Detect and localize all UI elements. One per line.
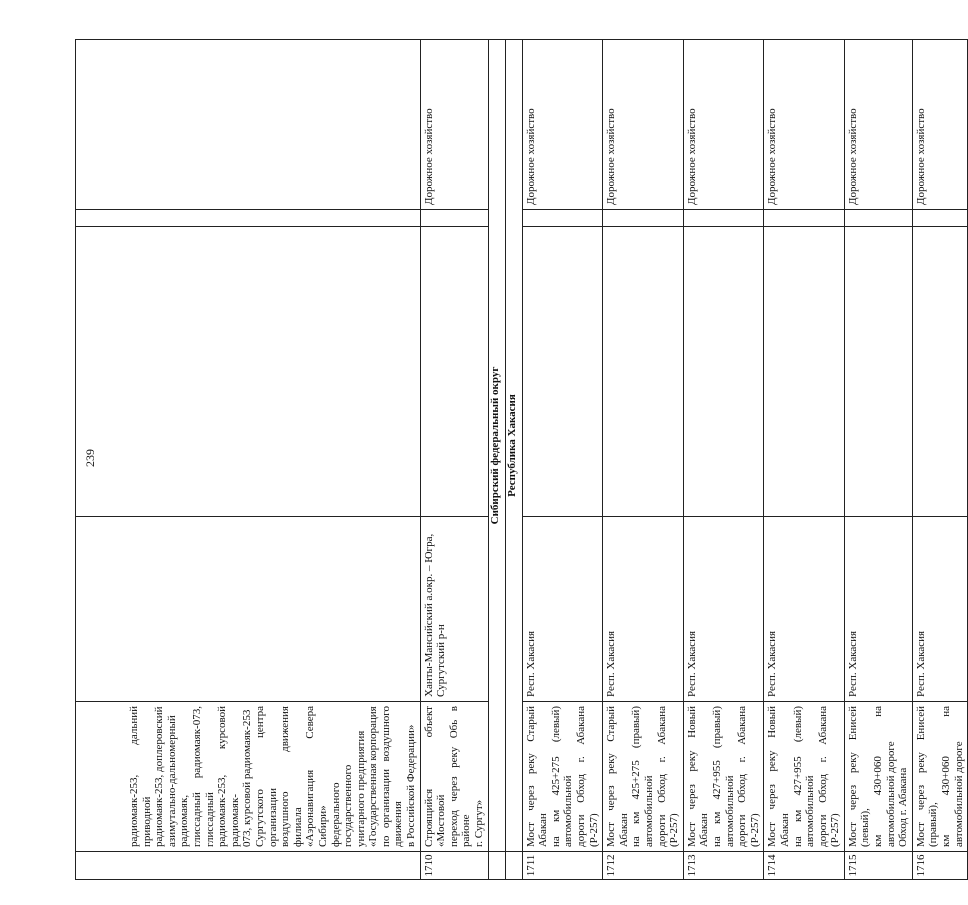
table-row xyxy=(603,40,684,880)
object-name-cell xyxy=(420,702,488,852)
location-cell: Респ. Хакасия xyxy=(603,517,684,702)
spacer-cell xyxy=(76,227,421,517)
sector-cell: Дорожное хозяйство xyxy=(844,40,912,210)
sector-cell xyxy=(76,40,421,210)
spacer-cell xyxy=(683,227,764,517)
narrow-cell xyxy=(683,210,764,227)
object-name-cell xyxy=(522,702,603,852)
narrow-cell xyxy=(522,210,603,227)
group-row-district xyxy=(488,40,505,880)
name-line: воздушного движения филиала xyxy=(279,706,304,847)
spacer-cell xyxy=(522,227,603,517)
name-line: 073, курсовой радиомаяк-253 xyxy=(241,709,254,847)
sector-cell: Дорожное хозяйство xyxy=(603,40,684,210)
spacer-cell xyxy=(844,227,912,517)
location-cell xyxy=(76,517,421,702)
name-line: Мост через реку Старый Абакан xyxy=(605,706,630,847)
name-line: радиомаяк-253, курсовой радиомаяк- xyxy=(216,706,241,847)
location-cell: Респ. Хакасия xyxy=(844,517,912,702)
name-line: г. Сургут» xyxy=(473,799,486,847)
sector-cell: Дорожное хозяйство xyxy=(683,40,764,210)
row-number-cell: 1711 xyxy=(522,852,603,880)
name-line: Мост через реку Енисей (левый), xyxy=(846,706,872,847)
narrow-cell xyxy=(912,210,967,227)
name-line: радиомаяк-253, дальний приводной xyxy=(128,706,153,847)
object-name-cell xyxy=(683,702,764,852)
spacer-cell xyxy=(912,227,967,517)
name-line: Мост через реку Старый Абакан xyxy=(524,706,550,847)
name-line: «Аэронавигация Севера Сибири» xyxy=(304,706,329,847)
object-name-cell xyxy=(603,702,684,852)
row-number-cell xyxy=(488,852,505,880)
name-line: Строящийся объект «Мостовой xyxy=(422,706,448,847)
narrow-cell xyxy=(76,210,421,227)
narrow-cell xyxy=(764,210,845,227)
sector-cell: Дорожное хозяйство xyxy=(420,40,488,210)
object-name-cell xyxy=(844,702,912,852)
rotated-document-page xyxy=(75,40,965,880)
table-row xyxy=(683,40,764,880)
row-number-cell: 1710 xyxy=(420,852,488,880)
narrow-cell xyxy=(844,210,912,227)
object-name-cell xyxy=(76,702,421,852)
table-row xyxy=(844,40,912,880)
name-line: дороги Обход г. Абакана (Р-257) xyxy=(816,706,842,847)
name-line: на км 427+955 (правый) автомобильной xyxy=(710,706,736,847)
table-row-continuation xyxy=(76,40,421,880)
page-number: 239 xyxy=(83,449,97,467)
narrow-cell xyxy=(603,210,684,227)
name-line: дороги Обход г. Абакана (Р-257) xyxy=(575,706,600,847)
row-number-cell: 1715 xyxy=(844,852,912,880)
table-row xyxy=(764,40,845,880)
name-line: азимутально-дальномерный радиомаяк, xyxy=(165,715,191,847)
name-line: на км 427+955 (левый) автомобильной xyxy=(791,706,817,847)
location-cell: Респ. Хакасия xyxy=(683,517,764,702)
object-registry-table xyxy=(75,39,968,880)
name-line: федерального государственного xyxy=(329,764,355,847)
name-line: на км 425+275 (правый) автомобильной xyxy=(630,706,655,847)
name-line: Сургутского центра организации xyxy=(253,706,279,847)
row-number-cell: 1716 xyxy=(912,852,967,880)
name-line: «Государственная корпорация xyxy=(367,706,380,847)
row-number-cell xyxy=(505,852,522,880)
table-row xyxy=(522,40,603,880)
location-cell: Респ. Хакасия xyxy=(522,517,603,702)
table-row xyxy=(912,40,967,880)
object-name-cell xyxy=(764,702,845,852)
location-cell: Респ. Хакасия xyxy=(764,517,845,702)
name-line: по организации воздушного движения xyxy=(379,706,405,847)
name-line: дороги Обход г. Абакана (Р-257) xyxy=(655,706,681,847)
row-number-cell: 1713 xyxy=(683,852,764,880)
name-line: Мост через реку Новый Абакан xyxy=(685,706,711,847)
group-row-region xyxy=(505,40,522,880)
location-cell: Ханты-Мансийский а.окр. – Югра, Сургутский р-н xyxy=(420,517,488,702)
name-line: переход через реку Обь в районе xyxy=(447,706,473,847)
name-line: Обход г. Абакана xyxy=(897,767,910,847)
row-number-cell xyxy=(76,852,421,880)
name-line: глиссадный радиомаяк-073, глиссадный xyxy=(190,706,216,847)
name-line: унитарного предприятия xyxy=(354,730,367,847)
name-line: дороги Обход г. Абакана (Р-257) xyxy=(736,706,761,847)
spacer-cell xyxy=(603,227,684,517)
name-line: в Российской Федерации» xyxy=(405,724,418,847)
object-name-cell xyxy=(912,702,967,852)
name-line: км 430+060 на автомобильной дороге xyxy=(940,706,965,847)
name-line: радиомаяк-253, доплеровский xyxy=(153,706,166,847)
spacer-cell xyxy=(764,227,845,517)
row-number-cell: 1714 xyxy=(764,852,845,880)
district-heading: Сибирский федеральный округ xyxy=(488,40,505,852)
sector-cell: Дорожное хозяйство xyxy=(764,40,845,210)
name-line: Мост через реку Енисей (правый), xyxy=(914,706,940,847)
sector-cell: Дорожное хозяйство xyxy=(912,40,967,210)
location-cell: Респ. Хакасия xyxy=(912,517,967,702)
narrow-cell xyxy=(420,210,488,227)
spacer-cell xyxy=(420,227,488,517)
name-line: Мост через реку Новый Абакан xyxy=(766,706,791,847)
sector-cell: Дорожное хозяйство xyxy=(522,40,603,210)
table-row xyxy=(420,40,488,880)
name-line: на км 425+275 (левый) автомобильной xyxy=(549,706,575,847)
row-number-cell: 1712 xyxy=(603,852,684,880)
name-line: км 430+060 на автомобильной дороге xyxy=(872,706,897,847)
region-heading: Республика Хакасия xyxy=(505,40,522,852)
